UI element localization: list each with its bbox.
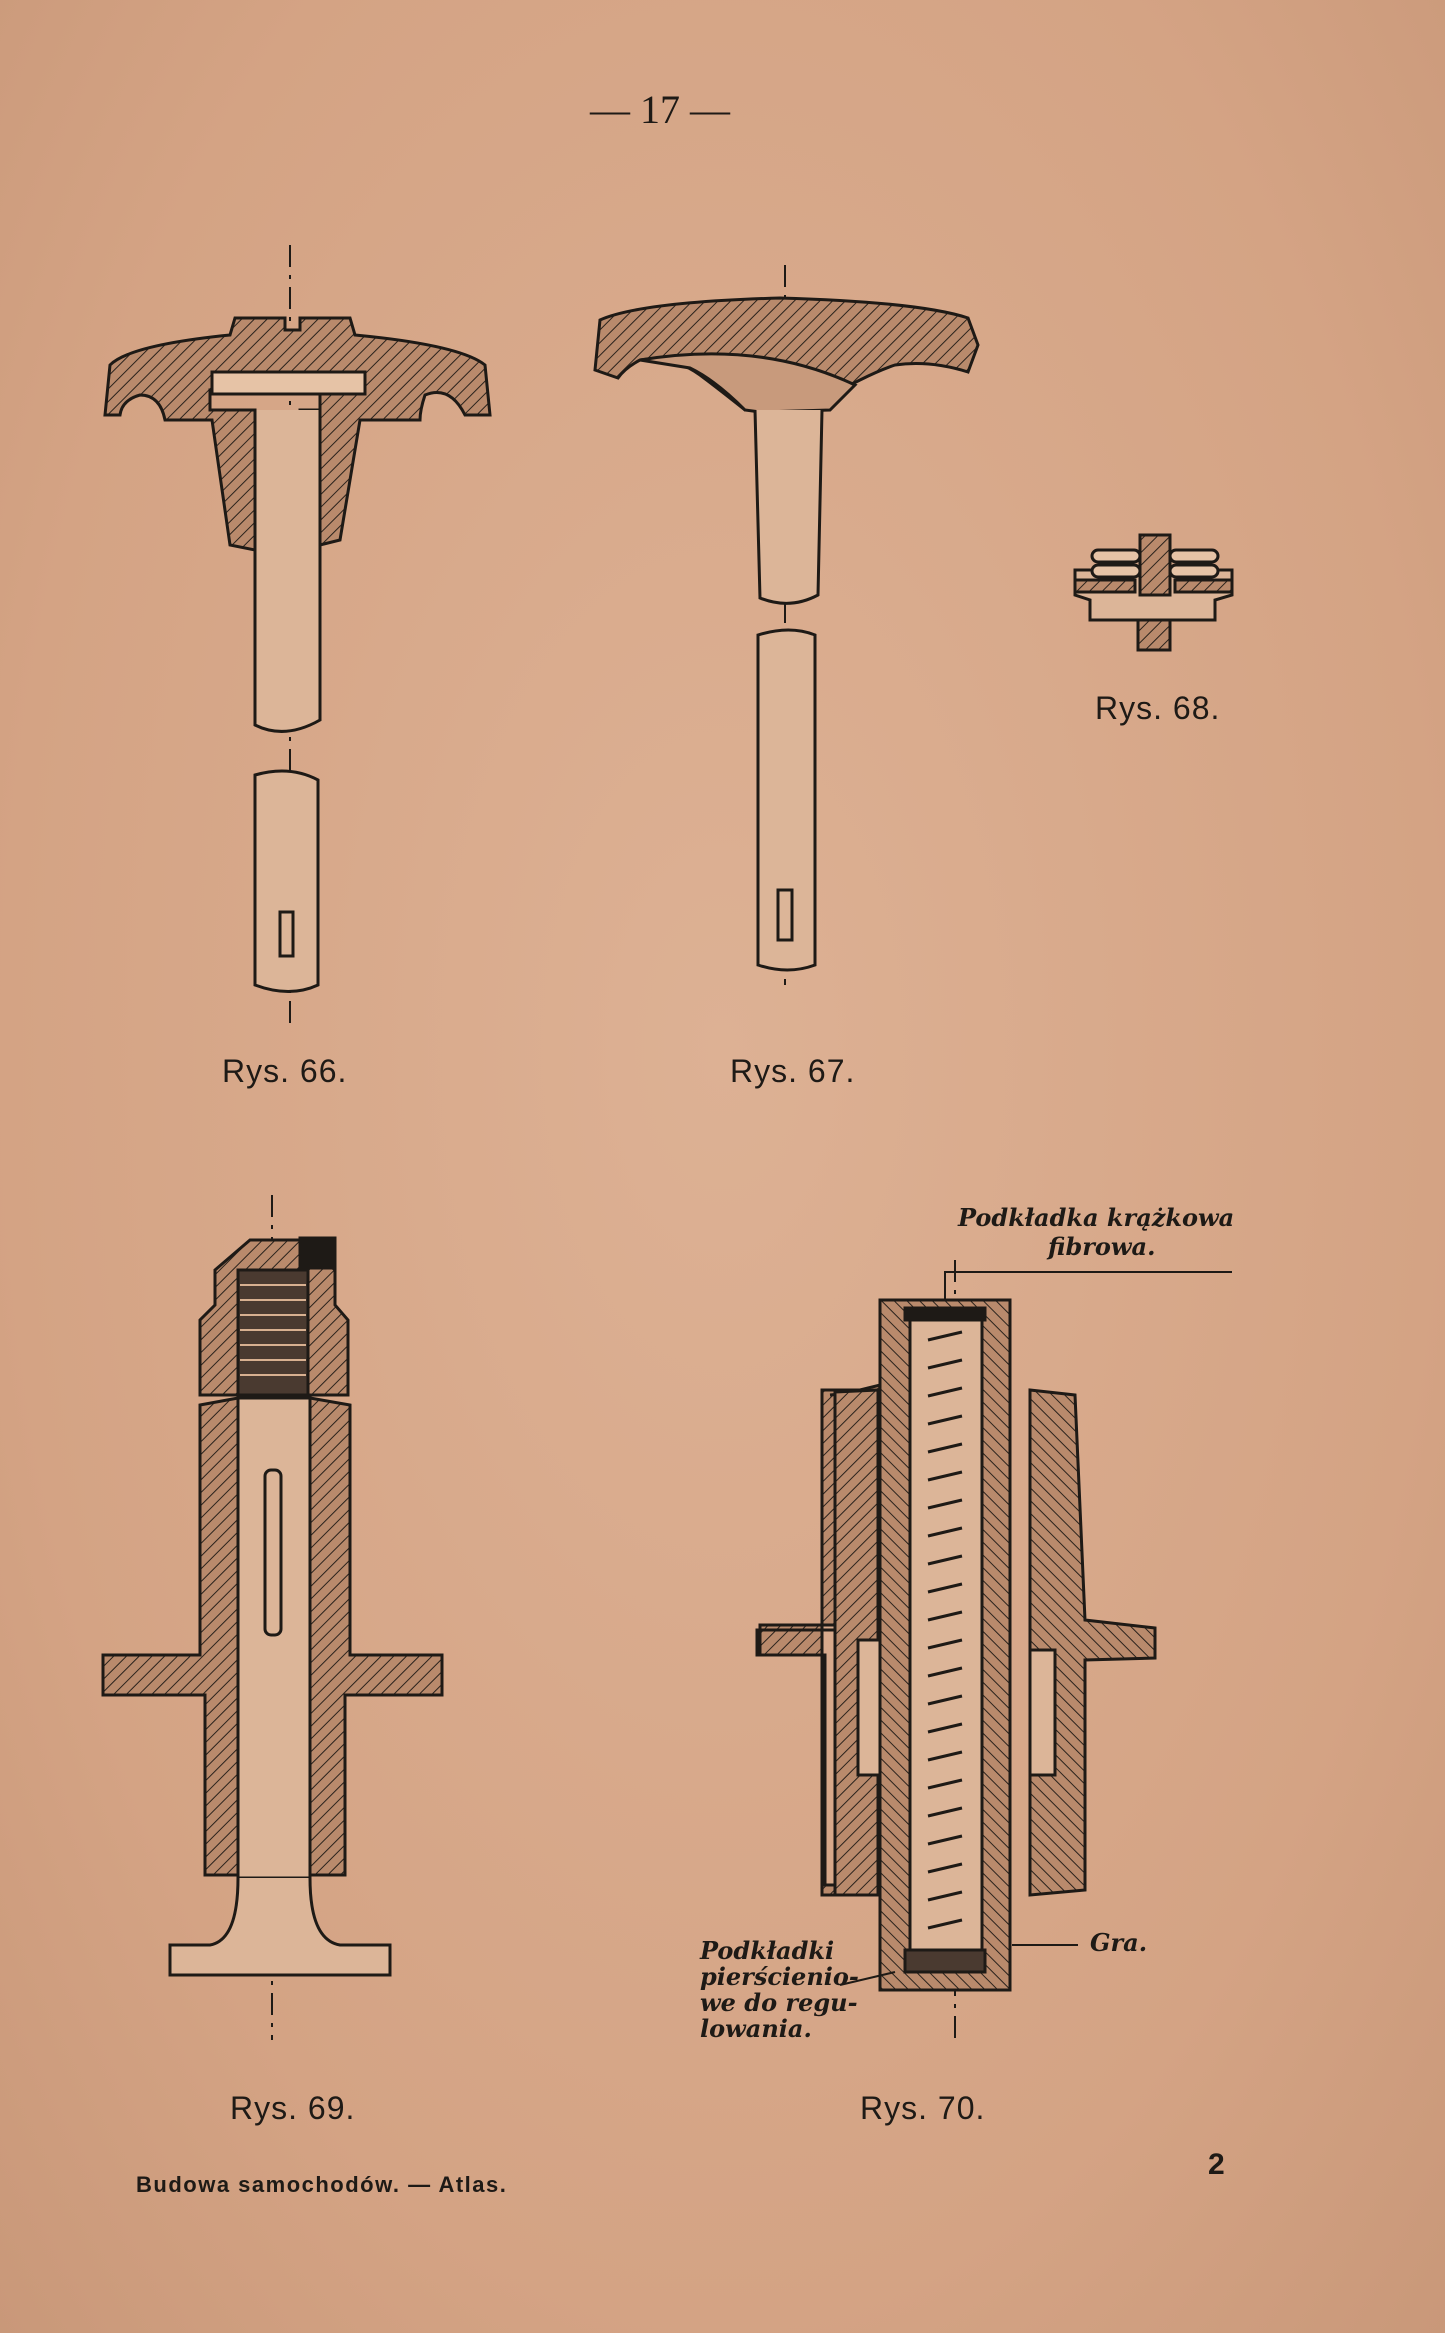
figure-68-drawing	[1075, 535, 1232, 650]
page-number: — 17 —	[590, 87, 730, 132]
figure-67-caption: Rys. 67.	[730, 1053, 856, 1089]
figure-67-drawing	[595, 265, 978, 985]
figure-69-drawing	[103, 1195, 442, 2040]
label-adjusting-rings-line4: lowania.	[700, 2014, 812, 2043]
label-adjusting-rings-line3: we do regu-	[700, 1988, 858, 2017]
figure-70-caption: Rys. 70.	[860, 2090, 986, 2126]
figure-68-caption: Rys. 68.	[1095, 690, 1221, 726]
label-clearance: Gra.	[1090, 1928, 1148, 1957]
figure-70-drawing	[757, 1260, 1232, 2045]
footer-sheet-number: 2	[1208, 2148, 1225, 2181]
figure-69-caption: Rys. 69.	[230, 2090, 356, 2126]
label-fibre-washer-line2: fibrowa.	[1048, 1232, 1156, 1261]
figure-66-caption: Rys. 66.	[222, 1053, 348, 1089]
footer-book-title: Budowa samochodów. — Atlas.	[136, 2172, 508, 2197]
label-adjusting-rings-line1: Podkładki	[700, 1936, 835, 1965]
figure-66-drawing	[105, 245, 490, 1030]
label-adjusting-rings-line2: pierścienio-	[700, 1962, 859, 1991]
label-fibre-washer-line1: Podkładka krążkowa	[958, 1203, 1235, 1232]
label-adjusting-rings	[700, 1938, 859, 2042]
